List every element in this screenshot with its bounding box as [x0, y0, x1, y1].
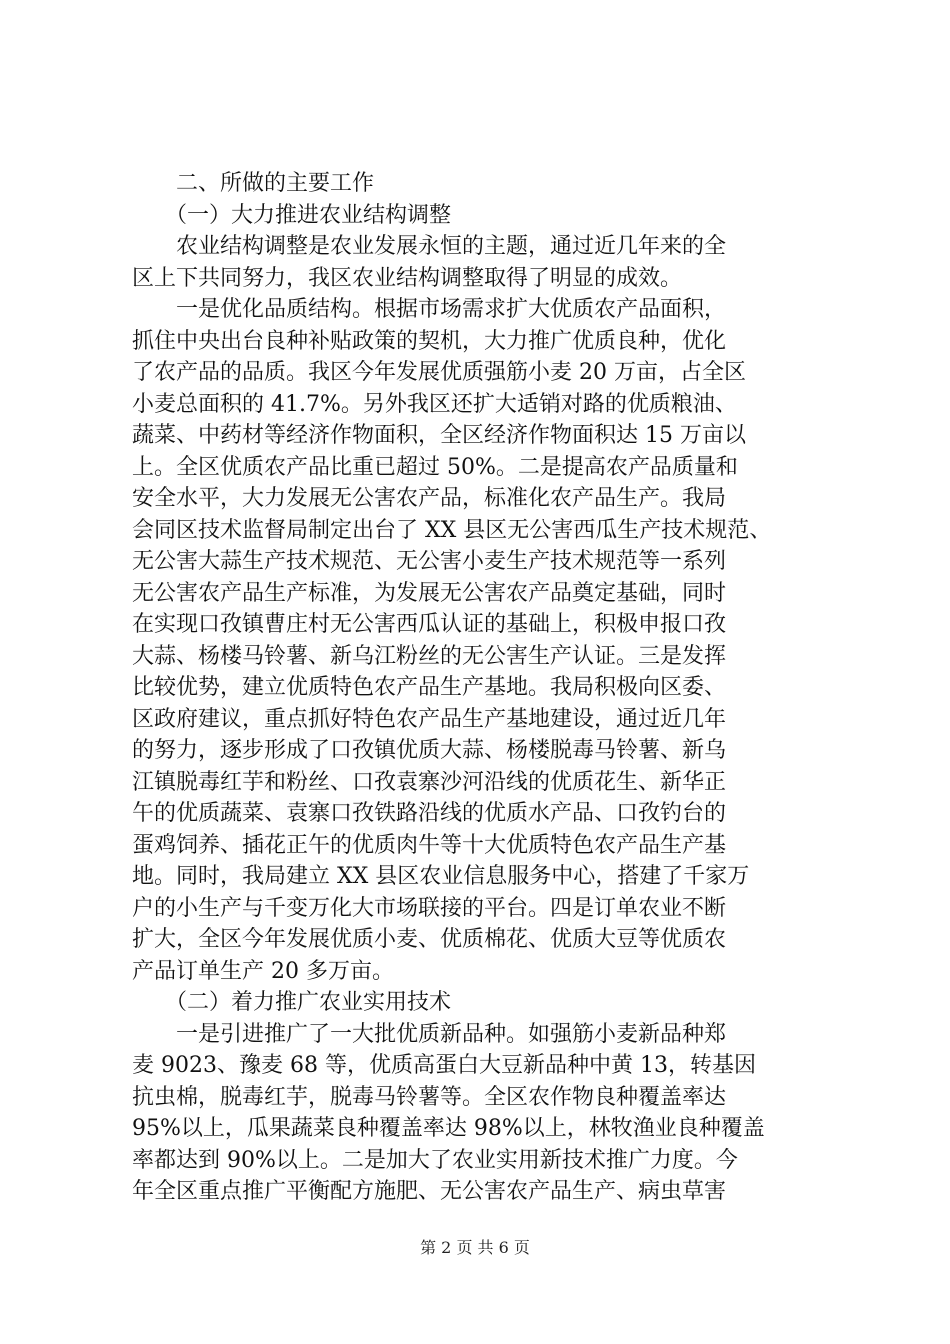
body-line: 江镇脱毒红芋和粉丝、口孜袁寨沙河沿线的优质花生、新华正 — [132, 769, 727, 795]
body-line: 区上下共同努力，我区农业结构调整取得了明显的成效。 — [132, 265, 683, 291]
body-line: 地。同时，我局建立 XX 县区农业信息服务中心，搭建了千家万 — [132, 864, 750, 889]
body-line: 扩大，全区今年发展优质小麦、优质棉花、优质大豆等优质农 — [132, 927, 727, 952]
body-line: 上。全区优质农产品比重已超过 50%。二是提高农产品质量和 — [132, 454, 738, 480]
body-line: 抗虫棉，脱毒红芋，脱毒马铃薯等。全区农作物良种覆盖率达 — [132, 1084, 727, 1110]
body-line: 在实现口孜镇曹庄村无公害西瓜认证的基础上，积极申报口孜 — [132, 612, 727, 637]
body-line: 的努力，逐步形成了口孜镇优质大蒜、杨楼脱毒马铃薯、新乌 — [132, 738, 727, 763]
body-line: 比较优势，建立优质特色农产品生产基地。我局积极向区委、 — [132, 675, 727, 700]
document-body — [132, 168, 832, 1208]
body-line: 大蒜、杨楼马铃薯、新乌江粉丝的无公害生产认证。三是发挥 — [132, 643, 727, 669]
body-line: 区政府建议，重点抓好特色农产品生产基地建设，通过近几年 — [132, 706, 727, 732]
body-line: 户的小生产与千变万化大市场联接的平台。四是订单农业不断 — [132, 895, 727, 921]
body-line: 蔬菜、中药材等经济作物面积，全区经济作物面积达 15 万亩以 — [132, 423, 746, 448]
body-line: 产品订单生产 20 多万亩。 — [132, 958, 394, 984]
body-line: 农业结构调整是农业发展永恒的主题，通过近几年来的全 — [132, 234, 727, 259]
subheading-structure-adjustment: （一）大力推进农业结构调整 — [132, 202, 452, 228]
body-line: 年全区重点推广平衡配方施肥、无公害农产品生产、病虫草害 — [132, 1179, 727, 1204]
body-line: 小麦总面积的 41.7%。另外我区还扩大适销对路的优质粮油、 — [132, 391, 737, 417]
body-line: 95%以上，瓜果蔬菜良种覆盖率达 98%以上，林牧渔业良种覆盖 — [132, 1116, 765, 1141]
subheading-practical-technology: （二）着力推广农业实用技术 — [132, 990, 452, 1015]
body-line: 无公害大蒜生产技术规范、无公害小麦生产技术规范等一系列 — [132, 549, 727, 574]
body-line: 麦 9023、豫麦 68 等，优质高蛋白大豆新品种中黄 13，转基因 — [132, 1053, 756, 1078]
body-line: 蛋鸡饲养、插花正午的优质肉牛等十大优质特色农产品生产基 — [132, 832, 727, 858]
body-line: 无公害农产品生产标准，为发展无公害农产品奠定基础，同时 — [132, 580, 727, 606]
body-line: 了农产品的品质。我区今年发展优质强筋小麦 20 万亩，占全区 — [132, 360, 746, 385]
page-number-footer: 第 2 页 共 6 页 — [420, 1238, 530, 1257]
heading-main-work: 二、所做的主要工作 — [132, 171, 375, 196]
body-line: 一是优化品质结构。根据市场需求扩大优质农产品面积， — [132, 297, 727, 322]
body-line: 抓住中央出台良种补贴政策的契机，大力推广优质良种，优化 — [132, 328, 727, 354]
body-line: 午的优质蔬菜、袁寨口孜铁路沿线的优质水产品、口孜钓台的 — [132, 801, 727, 826]
body-line: 安全水平，大力发展无公害农产品，标准化农产品生产。我局 — [132, 486, 727, 511]
body-line: 率都达到 90%以上。二是加大了农业实用新技术推广力度。今 — [132, 1147, 738, 1173]
body-line: 会同区技术监督局制定出台了 XX 县区无公害西瓜生产技术规范、 — [132, 517, 772, 543]
body-line: 一是引进推广了一大批优质新品种。如强筋小麦新品种郑 — [132, 1021, 727, 1047]
